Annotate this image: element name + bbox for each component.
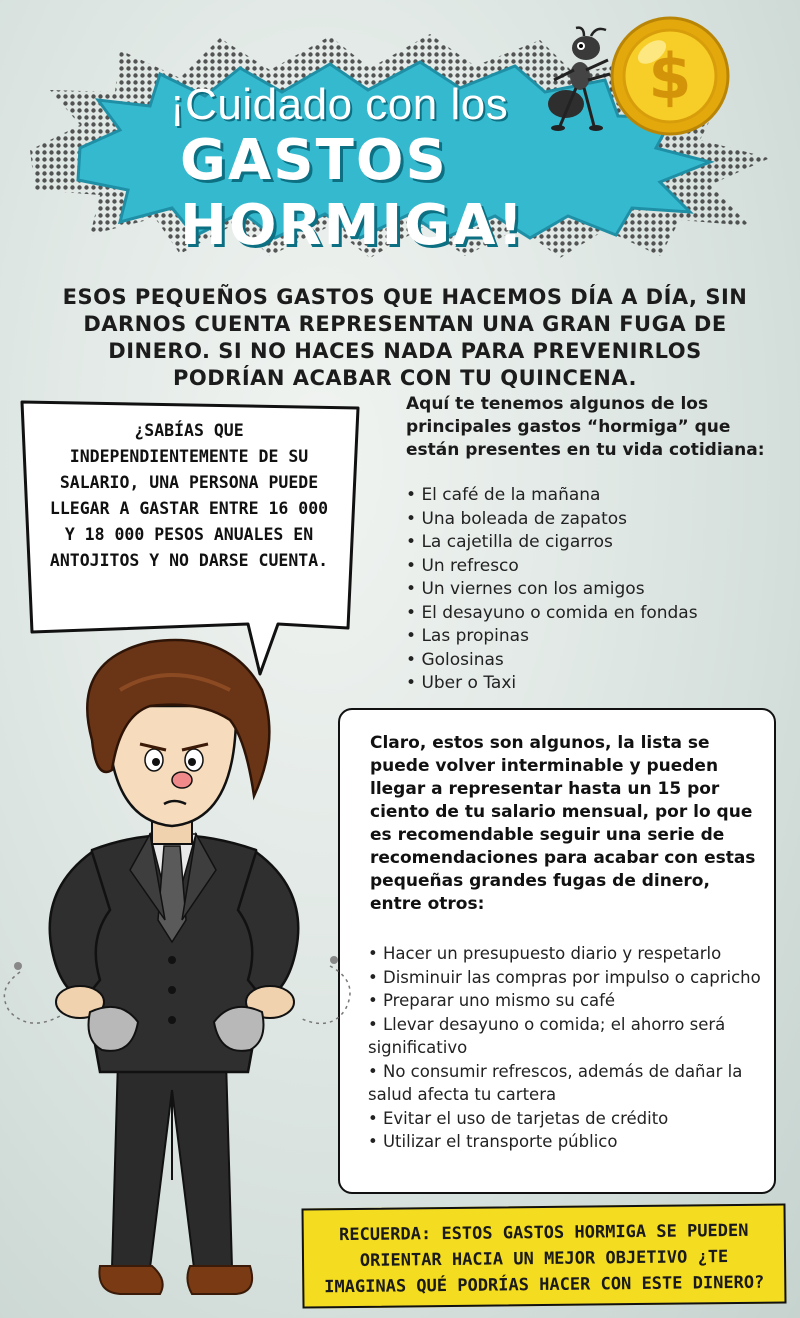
title-line2: GASTOS HORMIGA! — [180, 128, 525, 258]
tips-box — [338, 708, 776, 1194]
list-item: • Utilizar el transporte público — [368, 1130, 768, 1154]
title-line1: ¡Cuidado con los — [170, 80, 509, 129]
list-item: • Un viernes con los amigos — [406, 578, 786, 602]
speech-text: ¿SABÍAS QUE INDEPENDIENTEMENTE DE SU SALARIO, UNA PERSONA PUEDE LLEGAR A GASTAR ENTRE 16 000 Y 18 000 PESOS ANUALES EN ANTOJITOS Y NO DARSE CUENTA. — [49, 421, 329, 570]
list-item: • Las propinas — [406, 625, 786, 649]
expenses-intro: Aquí te tenemos algunos de los principales gastos “hormiga” que están presentes en tu vida cotidiana: — [406, 394, 765, 460]
list-item: • Evitar el uso de tarjetas de crédito — [368, 1107, 768, 1131]
character-illustration — [0, 620, 360, 1318]
list-item: • Llevar desayuno o comida; el ahorro será significativo — [368, 1013, 768, 1060]
list-item: • Golosinas — [406, 649, 786, 673]
list-item: • Hacer un presupuesto diario y respetarlo — [368, 942, 768, 966]
list-item: • El desayuno o comida en fondas — [406, 602, 786, 626]
intro-text: ESOS PEQUEÑOS GASTOS QUE HACEMOS DÍA A DÍA, SIN DARNOS CUENTA REPRESENTAN UNA GRAN FUGA DE DINERO. SI NO HACES NADA PARA PREVENIRLOS PODRÍAN ACABAR CON TU QUINCENA. — [62, 285, 748, 390]
reminder-text: RECUERDA: ESTOS GASTOS HORMIGA SE PUEDEN ORIENTAR HACIA UN MEJOR OBJETIVO ¿TE IMAGINAS QUÉ PODRÍAS HACER CON ESTE DINERO? — [324, 1220, 765, 1298]
list-item: • Preparar uno mismo su café — [368, 989, 768, 1013]
tips-paragraph: Claro, estos son algunos, la lista se puede volver interminable y pueden llegar a representar hasta un 15 por ciento de tu salario mensual, por lo que es recomendable seguir una serie de recomendaciones para acabar con estas pequeñas grandes fugas de dinero, entre otros: — [370, 733, 756, 914]
list-item: • El café de la mañana — [406, 484, 786, 508]
list-item: • Una boleada de zapatos — [406, 508, 786, 532]
dollar-coin-icon — [608, 14, 732, 138]
list-item: • Un refresco — [406, 555, 786, 579]
list-item: • Uber o Taxi — [406, 672, 786, 696]
list-item: • No consumir refrescos, además de dañar la salud afecta tu cartera — [368, 1060, 768, 1107]
expense-list — [406, 484, 786, 696]
list-item: • La cajetilla de cigarros — [406, 531, 786, 555]
reminder-box — [301, 1203, 786, 1308]
svg-text:$: $ — [648, 40, 692, 113]
list-item: • Disminuir las compras por impulso o capricho — [368, 966, 768, 990]
tips-list — [368, 942, 768, 1154]
